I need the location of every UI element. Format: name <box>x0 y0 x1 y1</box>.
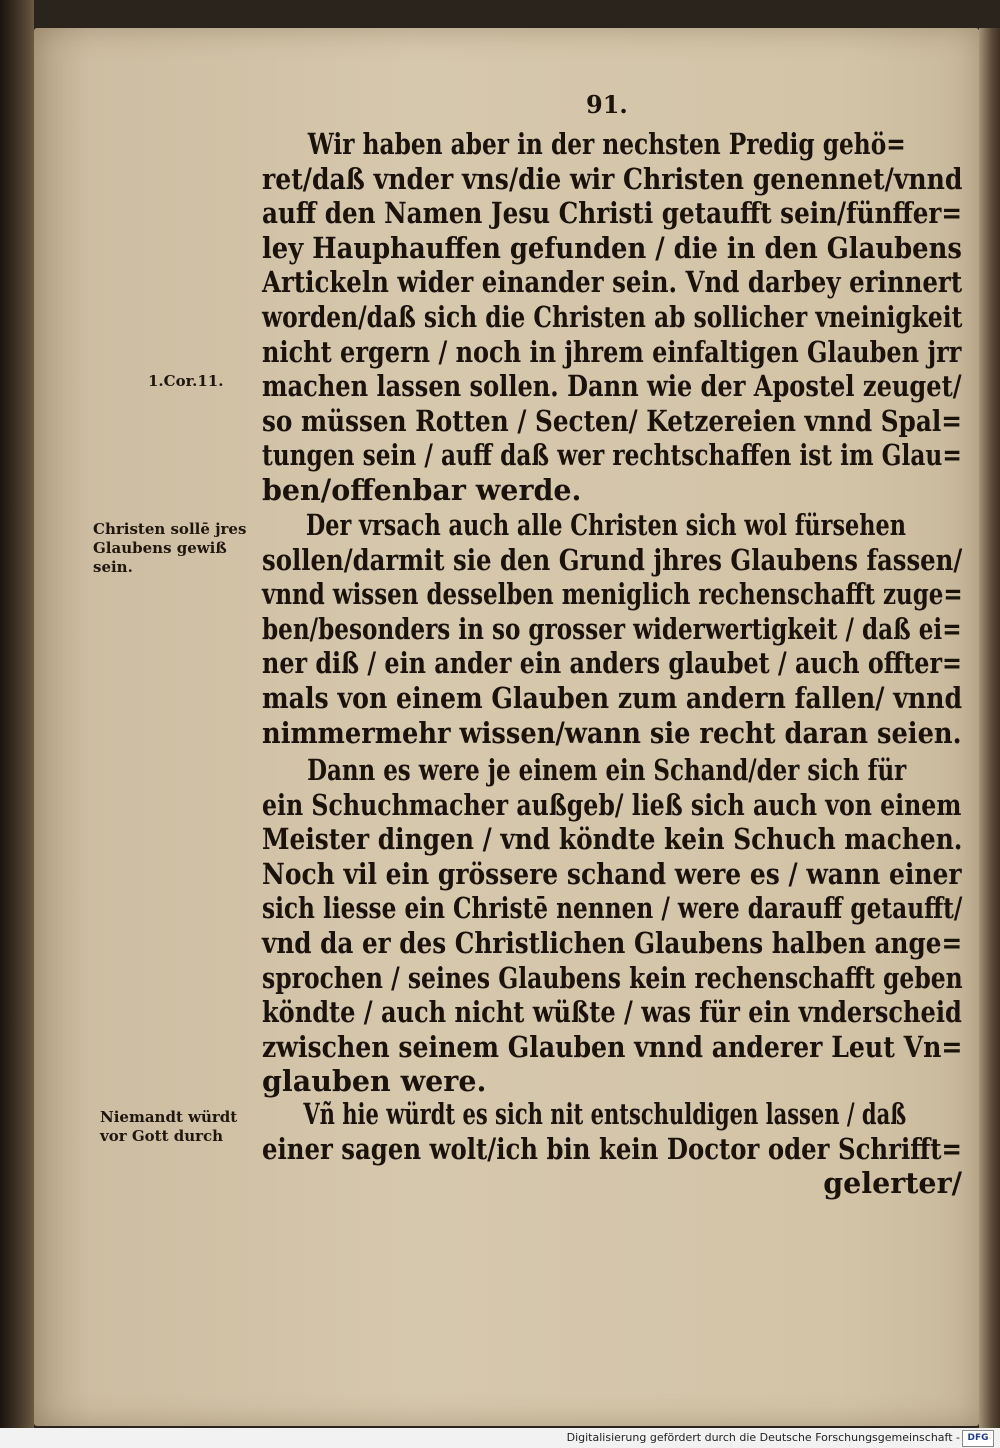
margin-note-line: sein. <box>93 558 133 576</box>
text-line: ben/besonders in so grosser widerwertigkeit / daß ei= <box>262 611 962 646</box>
margin-note-niemandt <box>100 1108 270 1146</box>
paragraph-4 <box>262 1097 962 1201</box>
text-line: machen lassen sollen. Dann wie der Apostel zeuget/ <box>262 369 962 404</box>
margin-note-christians <box>93 520 263 577</box>
text-line: nicht ergern / noch in jhrem einfaltigen Glauben jrr <box>262 334 962 369</box>
text-line: ben/offenbar werde. <box>262 472 582 507</box>
text-line: so müssen Rotten / Secten/ Ketzereien vnnd Spal= <box>262 403 962 438</box>
text-line: sollen/darmit sie den Grund jhres Glaubens fassen/ <box>262 542 963 577</box>
text-line: sich liesse ein Christē nennen / were darauff getaufft/ <box>262 891 963 926</box>
margin-note-line: Glaubens gewiß <box>93 539 227 557</box>
book-spine-shadow <box>0 0 34 1430</box>
text-line: Der vrsach auch alle Christen sich wol fürsehen <box>305 508 906 542</box>
dfg-logo: DFG <box>962 1430 994 1447</box>
text-line: ein Schuchmacher außgeb/ ließ sich auch von einem <box>262 787 962 822</box>
text-line: ner diß / ein ander ein anders glaubet / auch offter= <box>262 646 962 681</box>
text-line: zwischen seinem Glauben vnnd anderer Leut Vn= <box>262 1029 963 1064</box>
margin-note-line: vor Gott durch <box>100 1127 224 1145</box>
digitization-footer <box>0 1428 1000 1448</box>
text-line: Artickeln wider einander sein. Vnd darbey erinnert <box>262 265 963 300</box>
text-line: Noch vil ein grössere schand were es / wann einer <box>262 856 962 891</box>
paragraph-2 <box>262 508 962 750</box>
text-line: einer sagen wolt/ich bin kein Doctor oder Schrifft= <box>262 1131 962 1166</box>
text-line: köndte / auch nicht wüßte / was für ein vnderscheid <box>262 995 962 1030</box>
margin-note-bible-reference <box>148 372 318 391</box>
text-line: auff den Namen Jesu Christi getaufft sein/fünffer= <box>262 196 963 231</box>
margin-note-line: Niemandt würdt <box>100 1108 238 1126</box>
text-line: Dann es were je einem ein Schand/der sich für <box>307 753 907 787</box>
text-line: tungen sein / auff daß wer rechtschaffen ist im Glau= <box>262 438 962 473</box>
text-line: nimmermehr wissen/wann sie recht daran seien. <box>262 715 962 750</box>
text-line: Wir haben aber in der nechsten Predig gehö= <box>307 127 906 161</box>
text-line: mals von einem Glauben zum andern fallen/ vnnd <box>262 680 963 715</box>
footer-credit: Digitalisierung gefördert durch die Deutsche Forschungsgemeinschaft - <box>566 1431 960 1444</box>
page-edge-shadow <box>979 28 1000 1428</box>
catchword: gelerter/ <box>823 1166 962 1201</box>
text-line: Vñ hie würdt es sich nit entschuldigen lassen / daß <box>303 1097 907 1131</box>
page-number: 91. <box>586 90 628 119</box>
paragraph-1 <box>262 127 962 508</box>
margin-note-line: 1.Cor.11. <box>148 372 224 390</box>
text-line: vnnd wissen desselben meniglich rechenschafft zuge= <box>262 577 963 612</box>
text-line: vnd da er des Christlichen Glaubens halben ange= <box>262 925 963 960</box>
text-line: ley Hauphauffen gefunden / die in den Glaubens <box>262 230 962 265</box>
text-line: ret/daß vnder vns/die wir Christen genennet/vnnd <box>262 161 963 196</box>
text-line: Meister dingen / vnd köndte kein Schuch machen. <box>262 822 963 857</box>
text-line: worden/daß sich die Christen ab sollicher vneinigkeit <box>262 299 963 334</box>
paragraph-3 <box>262 753 962 1099</box>
text-line: sprochen / seines Glaubens kein rechenschafft geben <box>262 960 963 995</box>
margin-note-line: Christen sollē jres <box>93 520 247 538</box>
text-line: glauben were. <box>262 1064 487 1099</box>
